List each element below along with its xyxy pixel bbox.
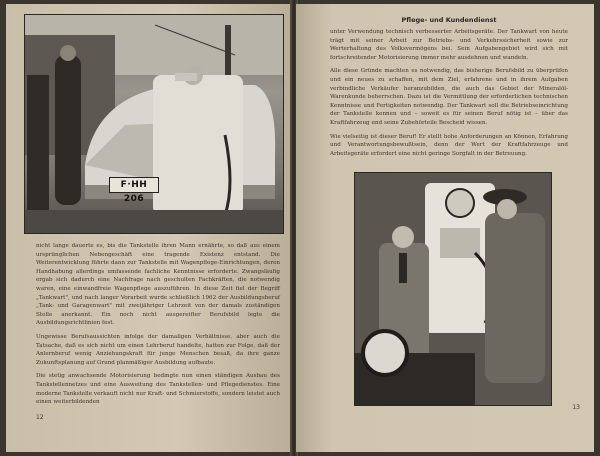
left-paragraph: Die stetig anwachsende Motorisierung bedingte nun einen ständigen Ausbau des Tankstellennetzes und eine Ausweitung des Tankstellen- und Pflegedienstes. Eine moderne Tankstelle verkauft nicht nur Kraft- und Schmierstoffe, sondern leistet auch einen weiterbildenden: [36, 373, 280, 406]
left-page: [6, 4, 292, 452]
right-paragraph: Wie vielseitig ist dieser Beruf! Er stellt hohe Anforderungen an Können, Erfahrung und Verantwortungsbewußtsein, denn der Wert der Kraftfahrzeuge und Arbeitsgeräte erfordert eine nicht geringe Sorgfalt in der Betreuung.: [330, 133, 568, 157]
gas-station-photo: [24, 14, 284, 234]
right-paragraph: unter Verwendung technisch verbesserter Arbeitsgeräte. Der Tankwart von heute trägt mit seiner Arbeit zur Betriebs- und Verkehrssicherheit sowie zur Werterhaltung des Volksvermögens bei. Sein Aufgabengebiet wird sich mit fortschreitender Motorisierung immer mehr ausdehnen und wandeln.: [330, 29, 568, 61]
right-page-body: [330, 28, 568, 163]
fuel-pump-photo: [354, 172, 552, 406]
right-page: [296, 4, 594, 452]
running-head: Pflege- und Kundendienst: [401, 16, 497, 24]
page-number-right: 13: [572, 404, 580, 411]
right-paragraph: Alle diese Gründe machten es notwendig, das bisherige Berufsbild zu überprüfen und ein neues zu schaffen, mit dem Ziel, erfahrene und in ihrem Aufgaben verbindliche Verkäufer heranzubilden, die auch das Gebiet der Mineralöl-Warenkunde beherrschen. Dazu ist die Vermittlung der erforderlichen technischen Kenntnisse und Fertigkeiten notwendig. Der Tankwart soll die Betriebseinrichtung der Tankstelle kennen und – soweit es für seinen Beruf nötig ist – über das Kraftfahrzeug und seine Zubehörteile Bescheid wissen.: [330, 68, 568, 126]
left-paragraph: Ungewisse Berufsaussichten infolge der damaligen Verhältnisse, aber auch die Tatsache, daß es sich nicht um einen Lehrberuf handelte, hatten zur Folge, daß der Anlernberuf wenig Anziehungskraft für junge Menschen besaß, da ihre ganze Zukunftsplanung auf Grund planmäßiger Ausbildung aufbaute.: [36, 333, 280, 366]
page-number-left: 12: [36, 414, 44, 421]
left-page-body: [36, 242, 280, 412]
gas-station-photo-scene: [25, 15, 283, 233]
left-paragraph: nicht lange dauerte es, bis die Tankstelle ihren Mann ernährte, so daß aus einem ursprünglichen Nebengeschäft eine tragende Existenz entstand. Die Weiterentwicklung führte dann zur Tankstelle mit Wagenpflege-Einrichtungen, deren Handhabung allerdings umfassende fachliche Kenntnisse erforderte. Zwangsläufig ergab sich dadurch eine Nachfrage nach geschulten Fachkräften, die notwendig waren, eine einwandfreie Wagenpflege auszuführen. In diese Zeit fiel der Begriff „Tankwart", und nach langer Vorarbeit wurde schließlich 1962 der Ausbildungsberuf „Tank- und Garagenwart" mit zweijähriger Lehrzeit von der damals zuständigen Stelle anerkannt. Ein noch nicht ausgereifter Berufsbild legte die Ausbildungsrichtlinien fest.: [36, 243, 280, 327]
license-plate: F·HH 206: [109, 177, 159, 193]
fuel-pump-photo-scene: [355, 173, 551, 405]
